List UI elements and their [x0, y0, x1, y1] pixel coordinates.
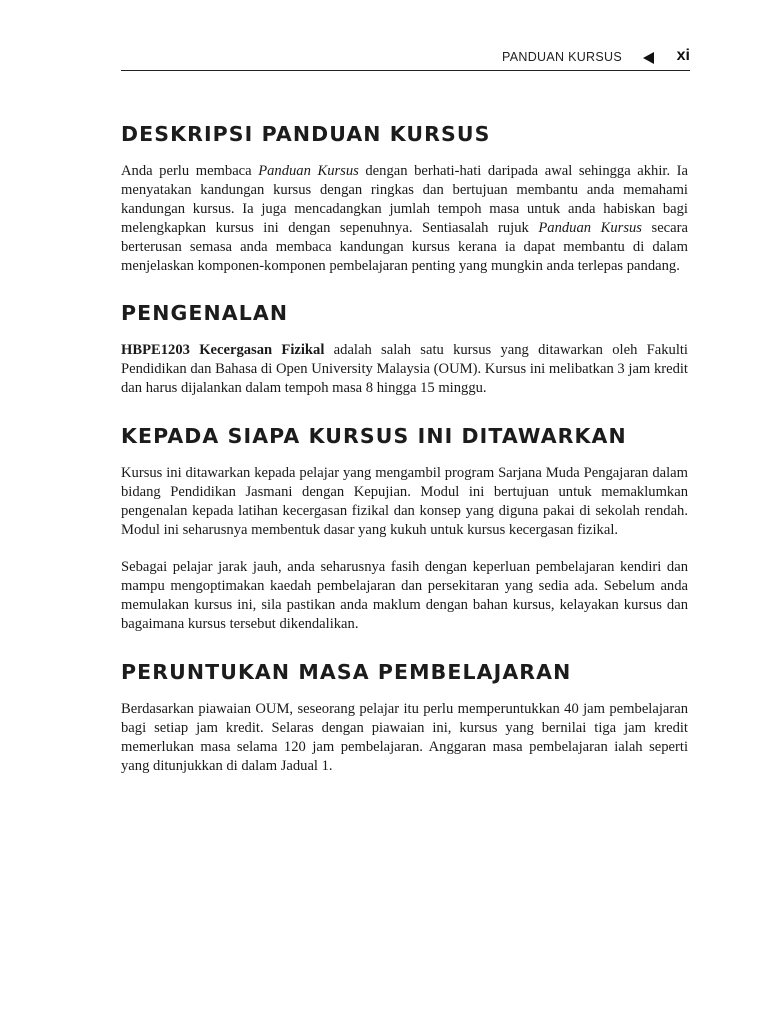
section-heading-kepada: KEPADA SIAPA KURSUS INI DITAWARKAN — [121, 424, 627, 448]
emphasis-panduan-kursus: Panduan Kursus — [538, 220, 642, 236]
running-title: PANDUAN KURSUS — [502, 50, 622, 64]
page-content — [121, 118, 688, 776]
text-run: dengan berhati-hati daripada awal sehingga akhir. Ia menyatakan kandungan kursus dengan ringkas dan bertujuan membantu anda memahami kandungan kursus. Ia juga mencadangkan jumlah tempoh masa untuk anda habiskan bagi melengkapkan kursus ini dengan sepenuhnya. Sentiasalah rujuk — [121, 163, 688, 236]
page-number: xi — [676, 47, 690, 64]
section-kepada — [121, 420, 688, 634]
paragraph-kepada-1: Kursus ini ditawarkan kepada pelajar yang mengambil program Sarjana Muda Pengajaran dalam bidang Pendidikan Jasmani dengan Kepujian. Modul ini bertujuan untuk memaklumkan pengenalan kepada latihan kecergasan fizikal dan konsep yang diguna pakai di sekolah rendah. Modul ini seharusnya membentuk dasar yang kukuh untuk kursus kecergasan fizikal. — [121, 465, 688, 538]
paragraph-deskripsi — [121, 162, 688, 276]
emphasis-panduan-kursus: Panduan Kursus — [258, 163, 359, 179]
section-peruntukan — [121, 656, 688, 776]
section-heading-deskripsi: DESKRIPSI PANDUAN KURSUS — [121, 122, 491, 146]
section-pengenalan — [121, 297, 688, 398]
paragraph-kepada-2: Sebagai pelajar jarak jauh, anda seharusnya fasih dengan keperluan pembelajaran kendiri dan mampu mengoptimakan kaedah pembelajaran dan persekitaran yang sedia ada. Sebelum anda memulakan kursus ini, sila pastikan anda maklum dengan bahan kursus, kelayakan kursus dan bagaimana kursus tersebut dikendalikan. — [121, 559, 688, 632]
course-code-title: HBPE1203 Kecergasan Fizikal — [121, 342, 325, 358]
text-run: Anda perlu membaca — [121, 163, 259, 179]
section-heading-pengenalan: PENGENALAN — [121, 301, 289, 325]
section-deskripsi — [121, 118, 688, 276]
section-heading-peruntukan: PERUNTUKAN MASA PEMBELAJARAN — [121, 660, 572, 684]
paragraph-pengenalan — [121, 341, 688, 398]
left-triangle-icon — [643, 52, 654, 64]
text-run: adalah salah satu kursus yang ditawarkan oleh Fakulti Pendidikan dan Bahasa di Open University Malaysia (OUM). Kursus ini melibatkan 3 jam kredit dan harus dijalankan dalam tempoh masa 8 hingga 15 minggu. — [121, 342, 688, 396]
running-header — [121, 44, 690, 71]
paragraph-peruntukan: Berdasarkan piawaian OUM, seseorang pelajar itu perlu memperuntukkan 40 jam pembelajaran bagi setiap jam kredit. Selaras dengan piawaian ini, kursus yang bernilai tiga jam kredit memerlukan masa selama 120 jam pembelajaran. Anggaran masa pembelajaran ialah seperti yang ditunjukkan di dalam Jadual 1. — [121, 701, 688, 774]
text-run: secara berterusan semasa anda membaca kandungan kursus kerana ia dapat membantu di dalam menjelaskan komponen-komponen pembelajaran penting yang mungkin anda terlepas pandang. — [121, 220, 688, 274]
